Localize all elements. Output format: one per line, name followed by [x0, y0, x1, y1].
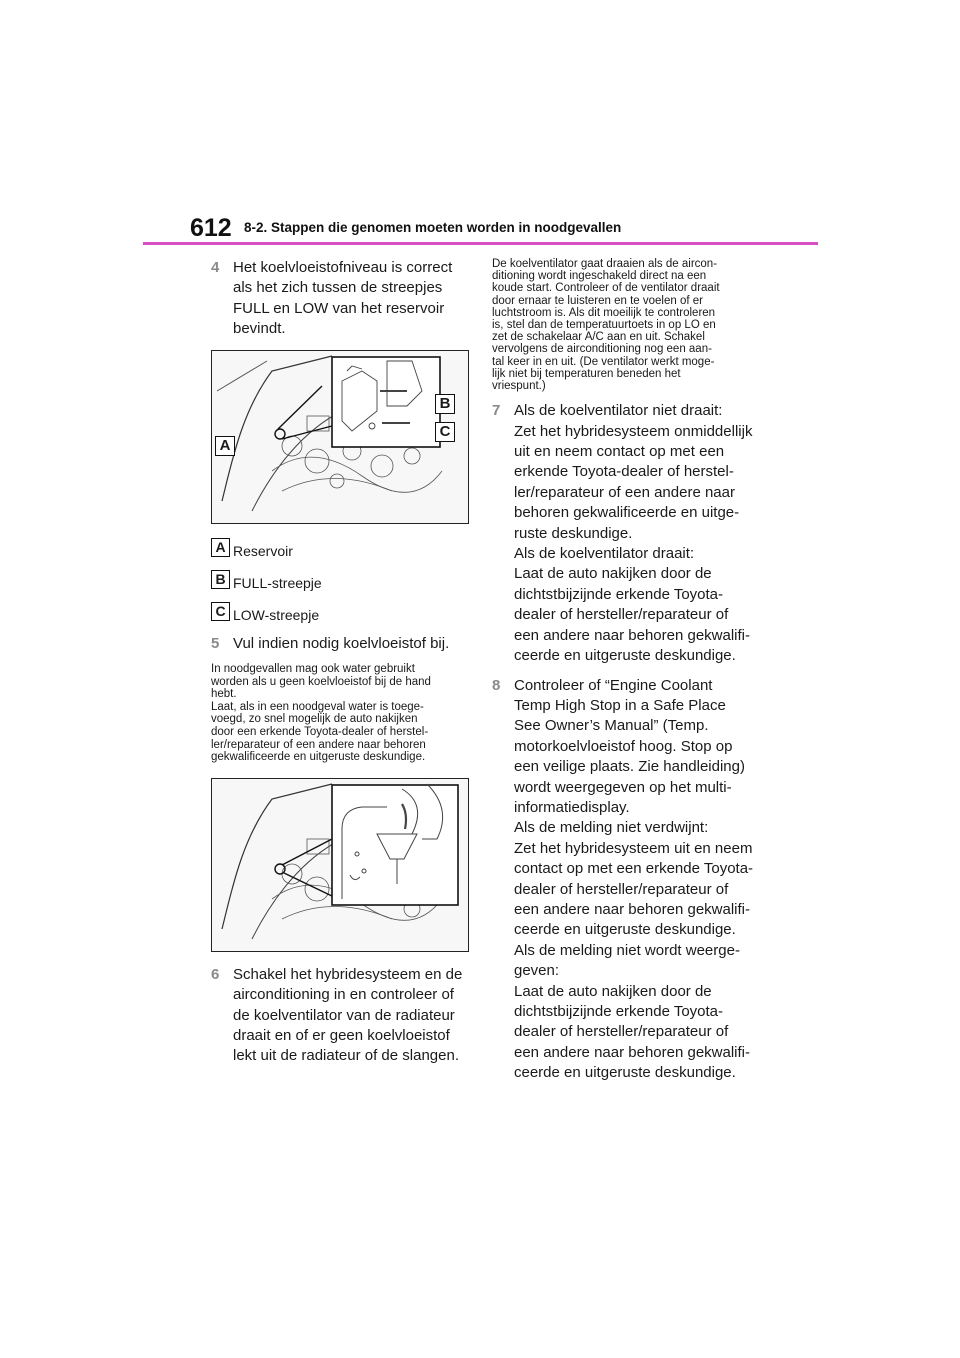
legend-item [211, 602, 473, 634]
step-number: 5 [211, 634, 220, 652]
step-5 [211, 634, 473, 654]
coolant-refill-illustration [211, 778, 469, 952]
step-7 [492, 401, 754, 666]
step-number: 4 [211, 259, 220, 276]
legend-label: LOW-streepje [233, 606, 320, 623]
step-number: 6 [211, 965, 220, 983]
step-text: Het koelvloeistofniveau is correct als het zich tussen de streepjes FULL en LOW van het reservoir bevindt. [233, 259, 453, 338]
coolant-refill-drawing [212, 779, 468, 951]
header-divider [143, 242, 818, 245]
section-title: 8-2. Stappen die genomen moeten worden in noodgevallen [244, 220, 622, 235]
legend-label: Reservoir [233, 542, 293, 559]
step-text: Als de koelventilator niet draait: Zet het hybridesysteem onmiddellijk uit en neem contact op met een erkende Toyota-dealer of herstel- ler/reparateur of een andere naar behoren gekwalificeerde en uitge- ruste deskundige. Als de koelventilator draait: Laat de auto nakijken door de dichtstbijzijnde erkende Toyota- dealer of hersteller/reparateur of een andere naar behoren gekwalifi- ceerde en uitgeruste deskundige. [514, 402, 753, 665]
callout-label-a: A [215, 436, 235, 456]
legend-badge: C [211, 602, 230, 621]
legend-list [211, 538, 473, 634]
legend-item [211, 570, 473, 602]
right-column [492, 258, 754, 1084]
step-text: Vul indien nodig koelvloeistof bij. [233, 634, 450, 652]
step-number: 8 [492, 676, 501, 694]
engine-bay-reservoir-illustration [211, 350, 469, 524]
legend-label: FULL-streepje [233, 574, 322, 591]
step-8 [492, 676, 754, 1084]
note-fan-check: De koelventilator gaat draaien als de aircon- ditioning wordt ingeschakeld direct na een koude start. Controleer of de ventilator draait door ernaar te luisteren en te voelen of er luchtstroom is. Als dit moeilijk te controleren is, stel dan de temperatuurtoets in op LO en zet de schakelaar A/C aan en uit. Schakel vervolgens de airconditioning nog een aan- tal keer in en uit. (De ventilator werkt moge- lijk niet bij temperaturen beneden het vriespunt.) [492, 258, 720, 393]
left-column [211, 258, 473, 1067]
callout-label-b: B [435, 394, 455, 414]
step-4 [211, 258, 473, 340]
step-6 [211, 965, 473, 1067]
note-emergency-water: In noodgevallen mag ook water gebruikt worden als u geen koelvloeistof bij de hand hebt. Laat, als in een noodgeval water is toege- voegd, zo snel mogelijk de auto nakijken door een erkende Toyota-dealer of herstel- ler/reparateur of een andere naar behoren gekwalificeerde en uitgeruste deskundige. [211, 663, 431, 764]
step-number: 7 [492, 402, 501, 420]
page-number: 612 [190, 214, 232, 242]
legend-badge: B [211, 570, 230, 589]
legend-badge: A [211, 538, 230, 557]
legend-item [211, 538, 473, 570]
step-text: Controleer of “Engine Coolant Temp High Stop in a Safe Place See Owner’s Manual” (Temp. motorkoelvloeistof hoog. Stop op een veilige plaats. Zie handleiding) wordt weergegeven op het multi- informatiedisplay. Als de melding niet verdwijnt: Zet het hybridesysteem uit en neem contact op met een erkende Toyota- dealer of hersteller/reparateur of een andere naar behoren gekwalifi- ceerde en uitgeruste deskundige. Als de melding niet wordt weerge- geven: Laat de auto nakijken door de dichtstbijzijnde erkende Toyota- dealer of hersteller/reparateur of een andere naar behoren gekwalifi- ceerde en uitgeruste deskundige. [514, 676, 754, 1082]
engine-bay-drawing [212, 351, 468, 523]
callout-label-c: C [435, 422, 455, 442]
step-text: Schakel het hybridesysteem en de airconditioning in en controleer of de koelventilator van de radiateur draait en of er geen koelvloeistof lekt uit de radiateur of de slangen. [233, 965, 463, 1065]
